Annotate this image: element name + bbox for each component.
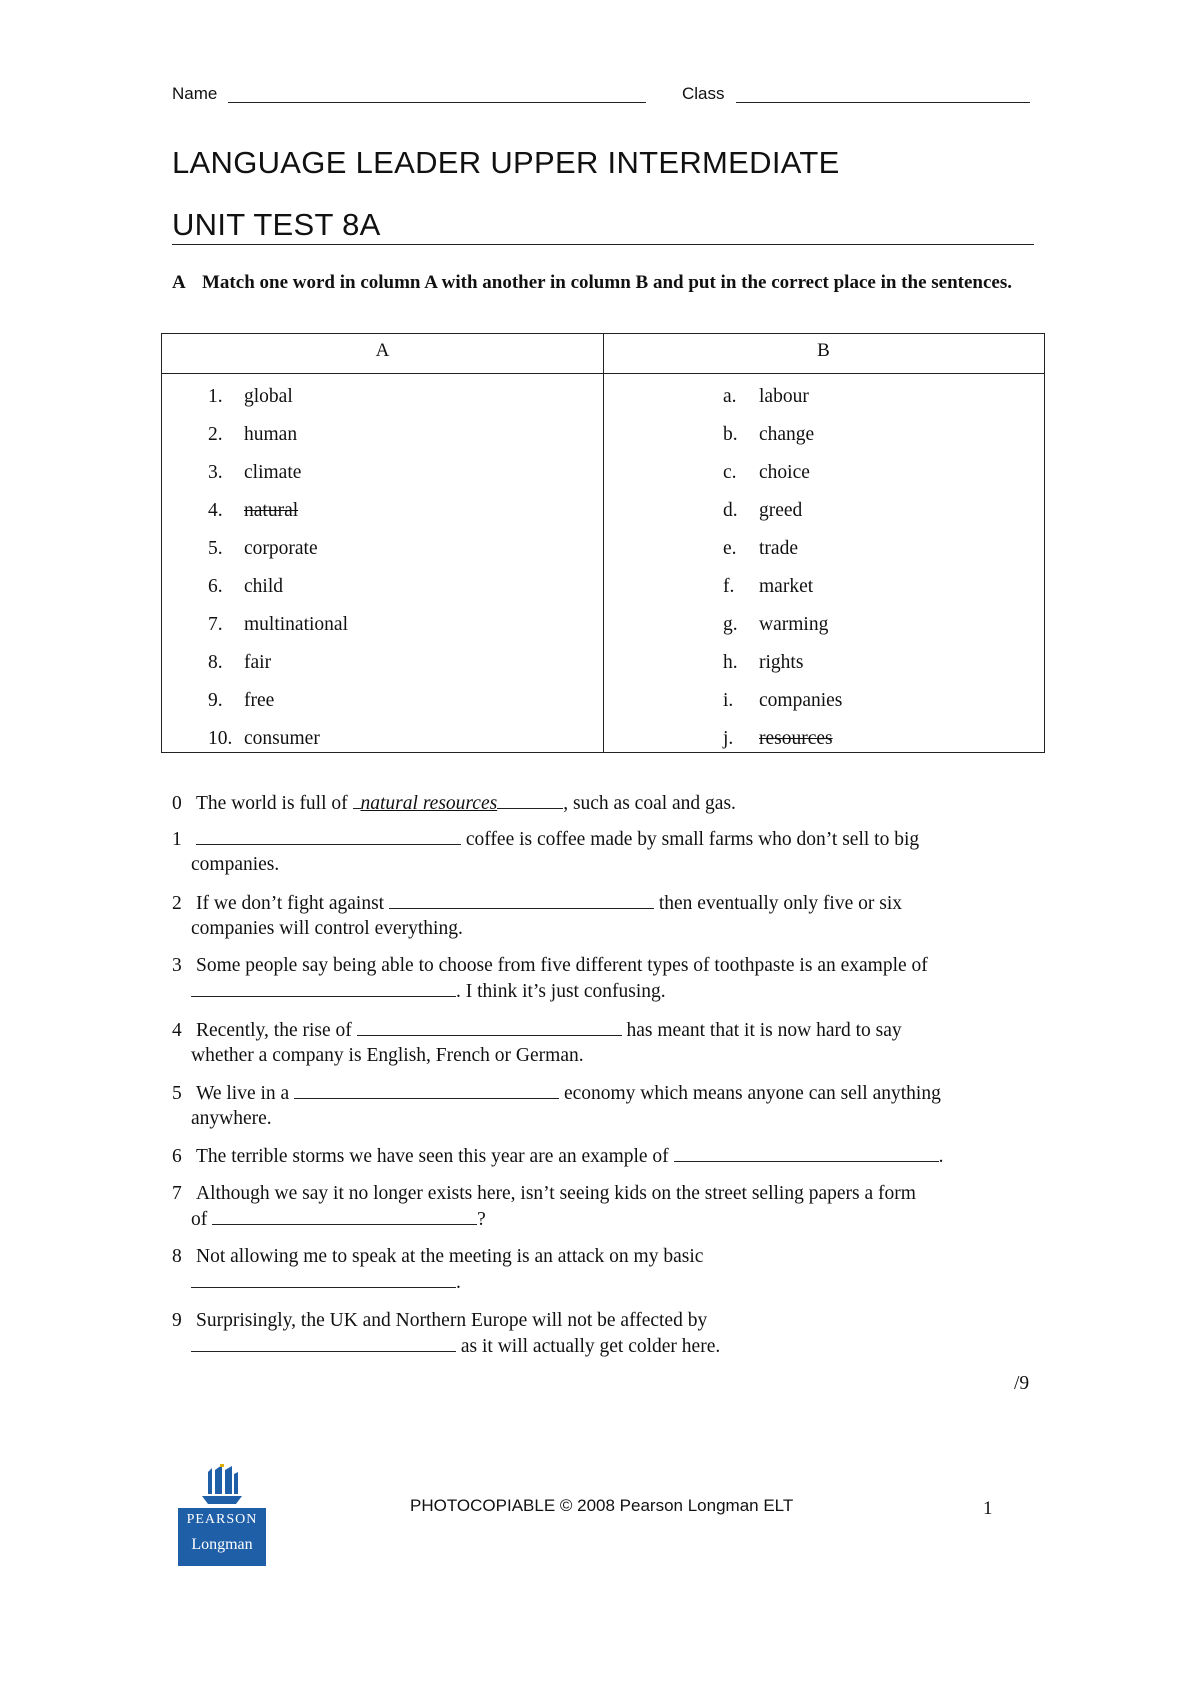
unit-title: UNIT TEST 8A [172,207,381,242]
sentence-8 [172,1244,1052,1295]
answer-blank[interactable] [294,1080,559,1099]
sentence-text: then eventually only five or six [658,893,903,914]
sentence-continuation: whether a company is English, French or German. [191,1045,584,1066]
item-letter: g. [723,614,738,635]
header-divider [162,373,1044,374]
item-word: change [759,424,815,445]
answer-blank[interactable] [212,1206,477,1225]
item-word: companies [759,690,843,711]
list-item [208,612,348,650]
section-a-label: A [172,272,186,293]
sentence-continuation: companies. [191,854,280,875]
list-item-struck [723,726,842,764]
sentence-text: . [938,1146,944,1167]
matching-table [161,333,1045,753]
class-field[interactable] [736,102,1030,103]
sentence-text: Recently, the rise of [196,1020,352,1041]
sentence-text: . [456,1272,461,1293]
sentence-text: ? [477,1209,486,1230]
list-item [723,498,842,536]
sentence-text: Some people say being able to choose from five different types of toothpaste is an example of [196,955,928,976]
list-item [208,574,348,612]
item-word: corporate [244,538,318,559]
list-item [723,536,842,574]
sentence-text: The world is full of [196,793,348,814]
item-word: consumer [244,728,320,749]
sentence-1 [172,826,1052,877]
item-word: climate [244,462,302,483]
list-item [723,612,842,650]
answer-blank-lead [353,790,361,809]
name-label: Name [172,84,218,103]
sentence-number: 5 [172,1083,182,1104]
sentence-text: Surprisingly, the UK and Northern Europe will not be affected by [196,1310,708,1331]
list-item [208,384,348,422]
sentence-text: coffee is coffee made by small farms who don’t sell to big [465,829,920,850]
sentence-7 [172,1181,1052,1232]
instruction-text: Match one word in column A with another in column B and put in the correct place in the sentences. [202,272,1012,293]
item-number: 9. [208,690,223,711]
answer-blank[interactable] [357,1017,622,1036]
ship-icon [198,1464,246,1506]
item-number: 4. [208,500,223,521]
sentence-3 [172,953,1052,1004]
item-number: 2. [208,424,223,445]
sentence-number: 6 [172,1146,182,1167]
sentence-continuation: of [191,1209,208,1230]
list-item [208,650,348,688]
item-word: resources [759,728,833,749]
item-word: greed [759,500,803,521]
item-letter: b. [723,424,738,445]
column-a-header: A [375,340,390,361]
list-item [723,422,842,460]
sentence-4 [172,1017,1052,1068]
list-item [208,688,348,726]
item-letter: h. [723,652,738,673]
column-b-header: B [817,340,830,361]
item-word: market [759,576,814,597]
item-word: trade [759,538,798,559]
list-item [723,384,842,422]
answer-blank[interactable] [674,1143,939,1162]
list-item [208,726,348,764]
sentence-number: 3 [172,955,182,976]
item-word: labour [759,386,809,407]
sentence-9 [172,1308,1052,1359]
copyright-notice: PHOTOCOPIABLE © 2008 Pearson Longman ELT [410,1496,794,1515]
item-letter: e. [723,538,737,559]
list-item [208,460,348,498]
answer-blank[interactable] [191,1269,456,1288]
answer-blank-tail [497,790,563,809]
name-field[interactable] [228,102,646,103]
example-answer: natural resources [360,793,498,814]
sentence-text: The terrible storms we have seen this year are an example of [196,1146,669,1167]
sentence-6 [172,1143,1052,1169]
column-divider [603,334,604,752]
item-number: 8. [208,652,223,673]
sentence-2 [172,890,1052,941]
sentence-number: 8 [172,1246,182,1267]
item-number: 5. [208,538,223,559]
title-divider [172,244,1034,245]
list-item [208,536,348,574]
sentence-number: 2 [172,893,182,914]
sentence-text: We live in a [196,1083,290,1104]
item-word: free [244,690,275,711]
sentence-number: 4 [172,1020,182,1041]
column-a-list [208,384,348,764]
item-letter: j. [723,728,734,749]
sentence-text: Although we say it no longer exists here, isn’t seeing kids on the street selling papers a form [196,1183,916,1204]
page-title: LANGUAGE LEADER UPPER INTERMEDIATE [172,145,840,180]
answer-blank[interactable] [389,890,654,909]
sentence-text: economy which means anyone can sell anything [563,1083,941,1104]
sentence-number: 1 [172,829,182,850]
item-number: 1. [208,386,223,407]
item-number: 10. [208,728,233,749]
sentence-0 [172,790,1052,816]
item-letter: d. [723,500,738,521]
item-letter: a. [723,386,737,407]
class-label: Class [682,84,725,103]
list-item [723,688,842,726]
sentence-text: , such as coal and gas. [563,793,736,814]
list-item [723,574,842,612]
sentence-text: . I think it’s just confusing. [456,981,666,1002]
sentence-continuation: companies will control everything. [191,918,463,939]
item-word: rights [759,652,804,673]
sentence-number: 7 [172,1183,182,1204]
answer-blank[interactable] [191,978,456,997]
list-item-struck [208,498,348,536]
answer-blank[interactable] [196,826,461,845]
item-word: human [244,424,298,445]
item-word: multinational [244,614,348,635]
item-word: choice [759,462,810,483]
list-item [723,650,842,688]
sentence-number: 0 [172,793,182,814]
logo-text-longman: Longman [191,1536,253,1553]
item-number: 7. [208,614,223,635]
pearson-longman-logo [178,1464,266,1566]
sentence-text: If we don’t fight against [196,893,385,914]
logo-text-pearson: PEARSON [186,1512,258,1527]
item-word: child [244,576,283,597]
sentence-continuation: anywhere. [191,1108,272,1129]
sentence-text: as it will actually get colder here. [460,1336,721,1357]
section-a-instruction [172,270,1034,296]
sentence-5 [172,1080,1052,1131]
sentence-text: has meant that it is now hard to say [626,1020,902,1041]
page-number: 1 [983,1498,993,1519]
item-word: warming [759,614,829,635]
sentence-number: 9 [172,1310,182,1331]
item-word: natural [244,500,299,521]
item-number: 6. [208,576,223,597]
list-item [723,460,842,498]
item-letter: c. [723,462,737,483]
score-total: /9 [1014,1373,1030,1394]
item-letter: i. [723,690,734,711]
column-b-list [723,384,842,764]
item-number: 3. [208,462,223,483]
item-word: fair [244,652,272,673]
list-item [208,422,348,460]
sentence-text: Not allowing me to speak at the meeting is an attack on my basic [196,1246,704,1267]
answer-blank[interactable] [191,1333,456,1352]
item-letter: f. [723,576,735,597]
item-word: global [244,386,293,407]
